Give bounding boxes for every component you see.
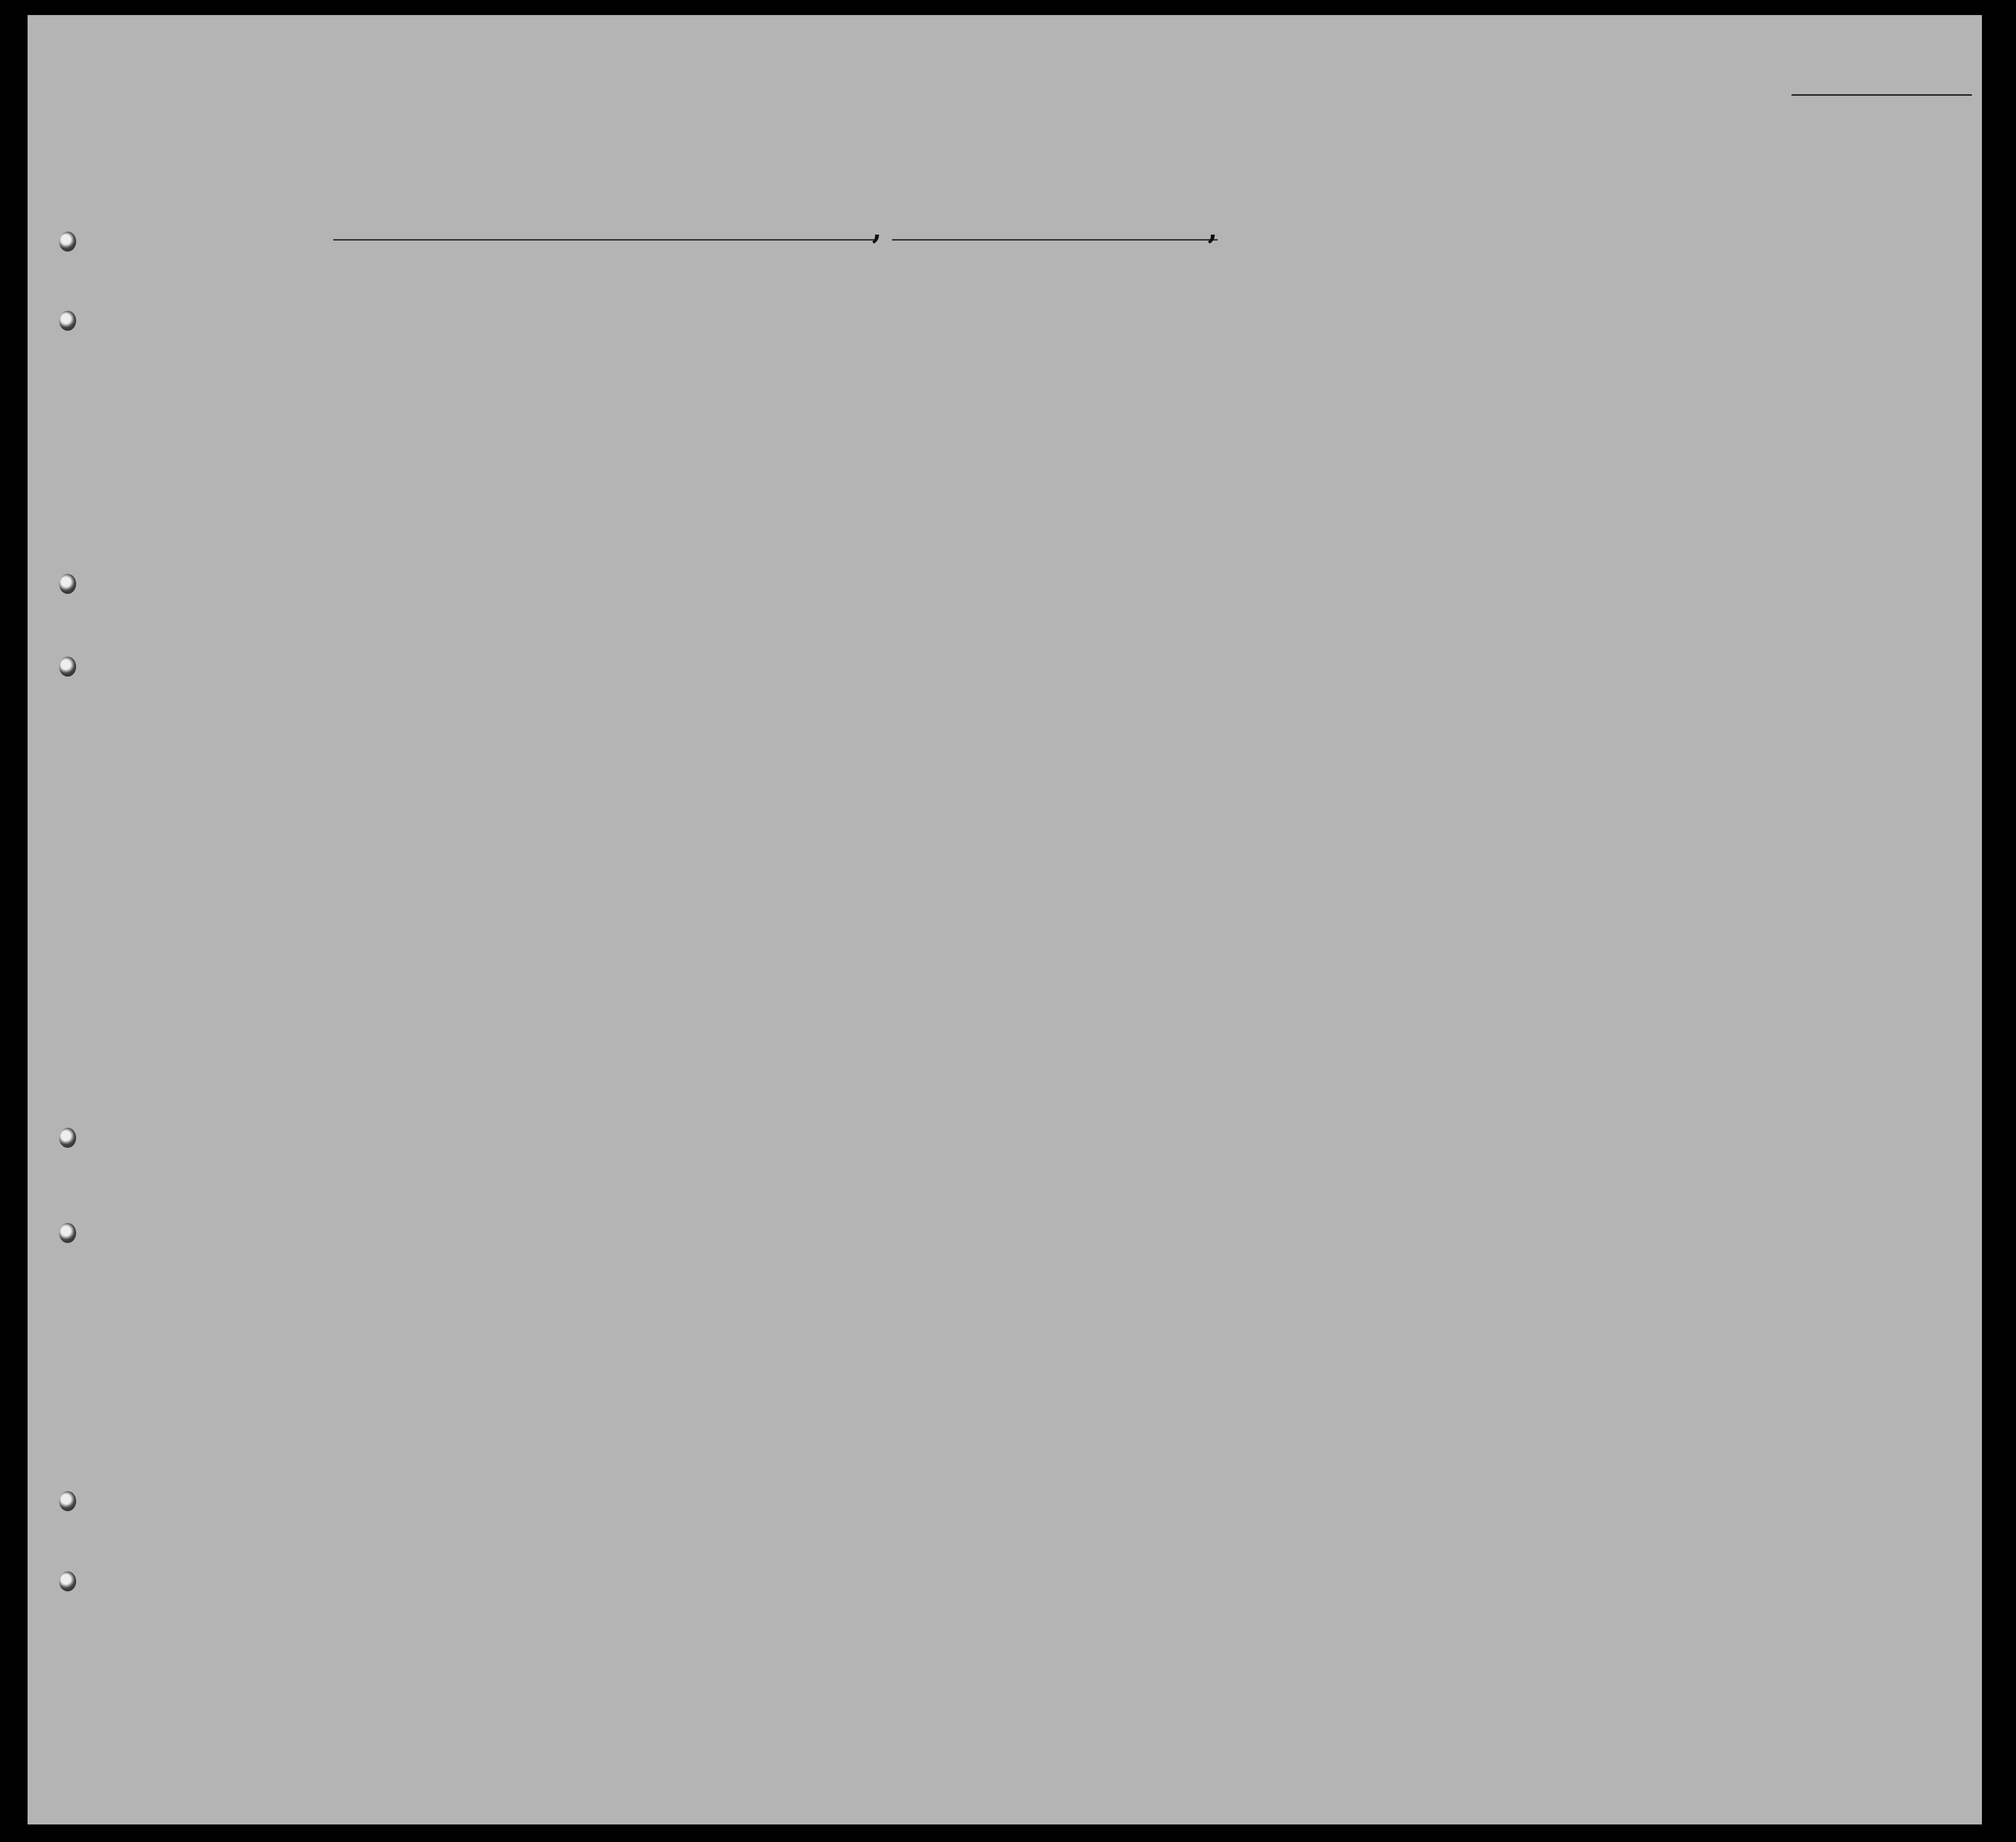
binder-hole xyxy=(59,232,76,252)
binder-hole xyxy=(59,657,76,677)
binder-hole xyxy=(59,1571,76,1591)
binder-hole xyxy=(59,1491,76,1511)
manifest-grid xyxy=(28,15,1982,1824)
binder-hole xyxy=(59,574,76,594)
binder-hole xyxy=(59,1223,76,1243)
binder-hole xyxy=(59,1128,76,1148)
manifest-sheet xyxy=(28,15,1982,1824)
comma: , xyxy=(872,213,882,246)
comma: , xyxy=(1208,213,1218,246)
binder-hole xyxy=(59,311,76,331)
